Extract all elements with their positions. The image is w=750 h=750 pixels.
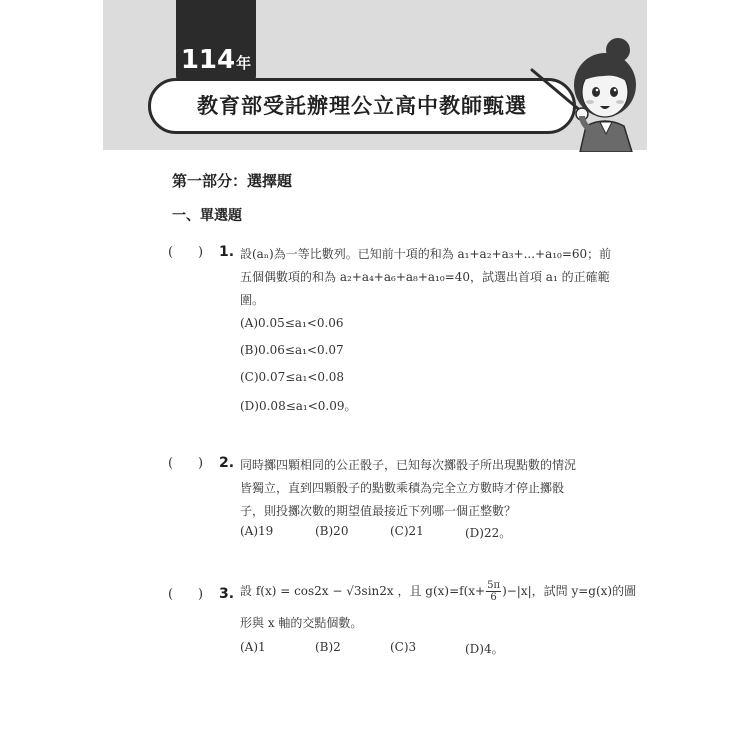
formula-part-b: )−|x|，試問 y=g(x)的圖 (502, 584, 637, 598)
option-b: (B)2 (315, 640, 341, 654)
fraction-numerator: 5π (487, 580, 501, 591)
fraction-denominator: 6 (490, 592, 497, 603)
option-b: (B)0.06≤a₁<0.07 (240, 343, 344, 357)
question-number: 1. (219, 244, 235, 260)
option-a: (A)19 (240, 524, 274, 538)
exam-title: 教育部受託辦理公立高中教師甄選 (197, 94, 527, 118)
option-c: (C)3 (390, 640, 417, 654)
subsection-title: 一、單選題 (172, 208, 242, 224)
answer-blank (168, 456, 204, 471)
fraction (486, 580, 501, 603)
paren-right: ) (198, 456, 204, 471)
option-d: (D)22。 (465, 526, 512, 540)
option-a: (A)0.05≤a₁<0.06 (240, 316, 344, 330)
teacher-illustration-icon (520, 30, 650, 152)
paren-left: ( (168, 587, 174, 602)
answer-blank (168, 587, 204, 602)
option-a: (A)1 (240, 640, 266, 654)
question-text-line: 圍。 (240, 293, 265, 307)
paren-left: ( (168, 245, 174, 260)
question-text-line (240, 580, 636, 603)
paren-left: ( (168, 456, 174, 471)
question-text-line: 形與 x 軸的交點個數。 (240, 616, 363, 630)
question-number: 3. (219, 586, 235, 602)
option-d: (D)4。 (465, 642, 504, 656)
answer-blank (168, 245, 204, 260)
formula-part-a: 設 f(x) = cos2x − √3sin2x ，且 g(x)=f(x+ (240, 584, 486, 598)
option-d: (D)0.08≤a₁<0.09。 (240, 399, 357, 413)
question-text-line: 同時擲四顆相同的公正骰子，已知每次擲骰子所出現點數的情況 (240, 458, 577, 472)
year-tab (176, 0, 256, 82)
option-b: (B)20 (315, 524, 349, 538)
question-number: 2. (219, 455, 235, 471)
option-c: (C)21 (390, 524, 424, 538)
year-number: 114 (180, 45, 236, 75)
option-c: (C)0.07≤a₁<0.08 (240, 370, 345, 384)
question-text-line: 皆獨立，直到四顆骰子的點數乘積為完全立方數時才停止擲骰 (240, 481, 565, 495)
section-title: 第一部分：選擇題 (172, 172, 293, 190)
question-text-line: 五個偶數項的和為 a₂+a₄+a₆+a₈+a₁₀=40，試選出首項 a₁ 的正確範 (240, 270, 610, 284)
paren-right: ) (198, 245, 204, 260)
question-text-line: 設(aₙ)為一等比數列。已知前十項的和為 a₁+a₂+a₃+...+a₁₀=60；前 (240, 247, 612, 261)
question-text-line: 子，則投擲次數的期望值最接近下列哪一個正整數？ (240, 504, 517, 518)
paren-right: ) (198, 587, 204, 602)
year-suffix: 年 (236, 54, 252, 72)
